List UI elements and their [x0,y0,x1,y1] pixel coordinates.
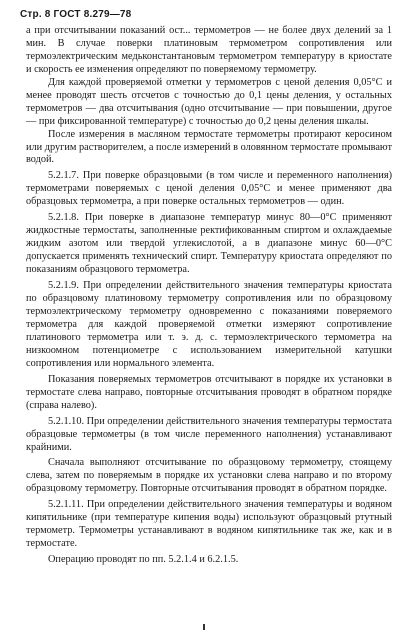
document-body [26,25,392,567]
paragraph-readings: Для каждой проверяемой отметки у термометров с ценой деления 0,05°С и менее проводят шесть отсчетов с точностью до 0,1 цены деления, у остальных термометров — два отсчитывания (одно отсчитывание — при повышении, другое — при фиксированной температуре) с точностью до 0,2 цены деления шкалы. [26,76,392,127]
paragraph-reading-sequence: Сначала выполняют отсчитывание по образцовому термометру, стоящему слева, затем по поверяемым в порядке их установки слева направо и по второму образцовому термометру. Повторные отсчитывания проводят в обратном порядке. [26,457,392,495]
paragraph-operation: Операцию проводят по пп. 5.2.1.4 и 6.2.1.5. [48,554,239,566]
paragraph-5-2-1-10: 5.2.1.10. При определении действительного значения температуры термостата образцовые термометры (в том числе переменного наполнения) устанавливают крайними. [26,415,392,453]
paragraph-5-2-1-7: 5.2.1.7. При поверке образцовыми (в том числе и переменного наполнения) термометрами поверяемых с ценой деления 0,05°С и менее применяют два образцовых термометра, а при поверке остальных термометров — один. [26,170,392,208]
paragraph-reading-order: Показания поверяемых термометров отсчитывают в порядке их установки в термостате слева направо, повторные отсчитывания проводят в обратном порядке (справа налево). [26,373,392,411]
paragraph-continuation: а при отсчитывании показаний ост... термометров — не более двух делений за 1 мин. В случае поверки платиновым термометром сопротивления или термоэлектрическим медьконстантановым термометром температуру в криостате и скорость ее изменения определяют по поверяемому термометру. [26,24,392,75]
paragraph-cleaning: После измерения в масляном термостате термометры протирают керосином или другим растворителем, а после измерений в оловянном термостате промывают водой. [26,128,392,166]
paragraph-5-2-1-11: 5.2.1.11. При определении действительного значения температуры и водяном кипятильнике (при температуре кипения воды) используют образцовый ртутный термометр. Термометры устанавливают в водяном кипятильнике так же, как и в термостате. [26,499,392,550]
page-header: Стр. 8 ГОСТ 8.279—78 [20,9,132,20]
page-mark [203,624,205,630]
paragraph-5-2-1-8: 5.2.1.8. При поверке в диапазоне температур минус 80—0°С применяют жидкостные термостаты, заполненные ректификованным спиртом и охлаждаемые жидким азотом или твердой углекислотой, а в диапазоне минус 60—0°С допускается применять технический спирт. Температуру криостата определяют по показаниям образцового термометра. [26,212,392,276]
paragraph-5-2-1-9: 5.2.1.9. При определении действительного значения температуры криостата по образцовому платиновому термометру сопротивления или по образцовому термоэлектрическому термометру одновременно с показаниями поверяемого термометра для каждой проверяемой отметки измеряют сопротивление платинового термометра или т. э. д. с. термоэлектрического термометра на низкоомном потенциометре с использованием измерительной катушки сопротивления или нормального элемента. [26,280,392,369]
